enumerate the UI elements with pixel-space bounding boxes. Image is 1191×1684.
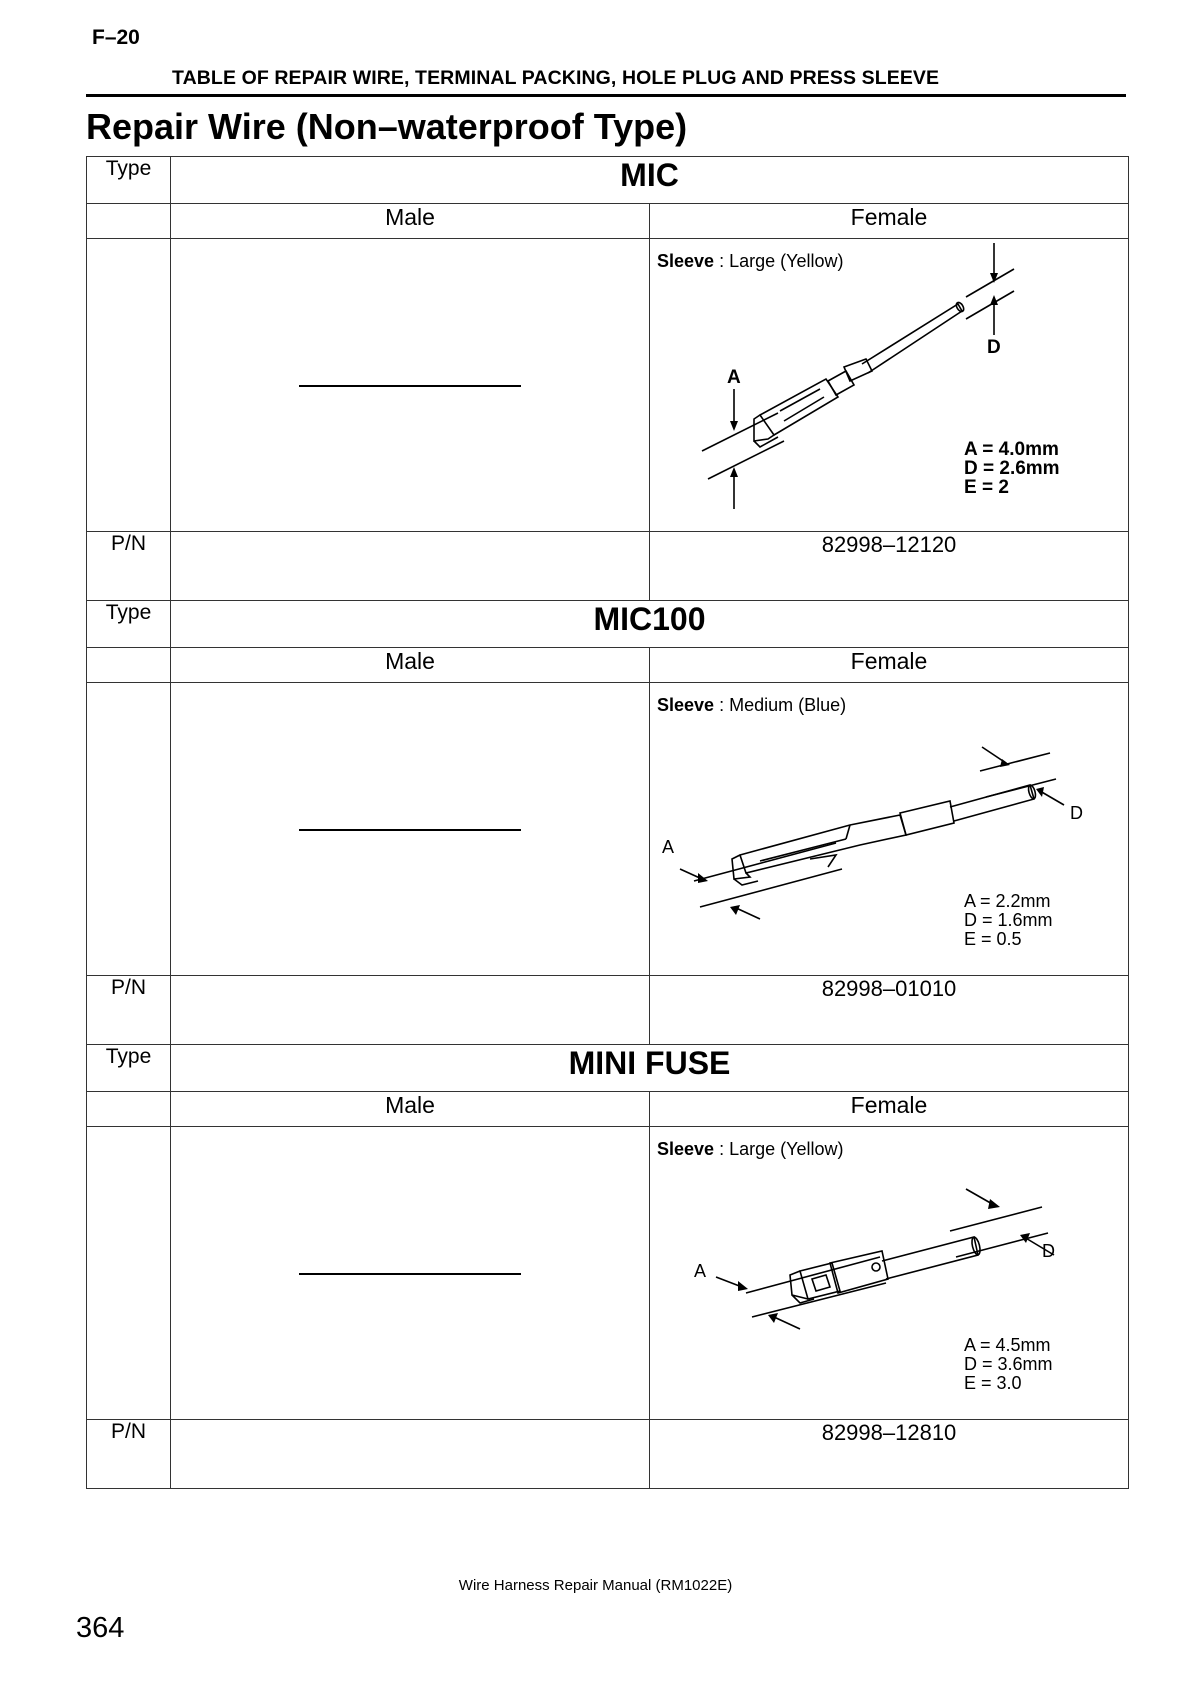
terminal-diagram-mic100 [650, 683, 1129, 975]
male-label: Male [171, 648, 650, 683]
terminal-diagram-mini-fuse [650, 1127, 1129, 1419]
type-label: Type [87, 1045, 171, 1092]
dim-e-value: E = 0.5 [964, 929, 1022, 949]
dim-e-value: E = 2 [964, 477, 1009, 498]
terminal-diagram-mic [650, 239, 1129, 531]
header-row [87, 1092, 1129, 1127]
part-number-mini-fuse: 82998–12810 [650, 1420, 1129, 1489]
header-title: TABLE OF REPAIR WIRE, TERMINAL PACKING, HOLE PLUG AND PRESS SLEEVE [172, 67, 940, 89]
type-row-mic [87, 157, 1129, 204]
female-label: Female [650, 648, 1129, 683]
repair-wire-table [86, 156, 1129, 1489]
not-applicable-line [299, 385, 521, 387]
dim-a-value: A = 4.0mm [964, 439, 1059, 460]
not-applicable-line [299, 829, 521, 831]
page-code: F–20 [92, 26, 140, 49]
sleeve-label: Sleeve [657, 695, 715, 715]
male-cell-mic100 [171, 683, 650, 976]
dim-a-value: A = 2.2mm [964, 891, 1051, 911]
type-name-mini-fuse: MINI FUSE [171, 1045, 1129, 1092]
dim-d-value: D = 2.6mm [964, 458, 1060, 479]
pn-label: P/N [87, 976, 171, 1045]
dim-a-label: A [694, 1261, 707, 1281]
header-rule [86, 94, 1126, 97]
pn-row-mic [87, 532, 1129, 601]
illustration-row-mic [87, 239, 1129, 532]
sleeve-label: Sleeve [657, 251, 715, 271]
dim-a-label: A [727, 367, 741, 388]
type-row-mini-fuse [87, 1045, 1129, 1092]
sleeve-size: : Large (Yellow) [719, 251, 844, 271]
male-cell-mini-fuse [171, 1127, 650, 1420]
dim-d-label: D [1070, 803, 1083, 823]
female-label: Female [650, 1092, 1129, 1127]
sleeve-label: Sleeve [657, 1139, 715, 1159]
not-applicable-line [299, 1273, 521, 1275]
pn-label: P/N [87, 532, 171, 601]
dim-a-label: A [662, 837, 675, 857]
type-label: Type [87, 157, 171, 204]
type-name-mic: MIC [171, 157, 1129, 204]
female-label: Female [650, 204, 1129, 239]
header-row [87, 648, 1129, 683]
header-row [87, 204, 1129, 239]
footer-manual-title: Wire Harness Repair Manual (RM1022E) [458, 1577, 733, 1594]
dim-d-value: D = 3.6mm [964, 1354, 1053, 1374]
pn-label: P/N [87, 1420, 171, 1489]
female-cell-mic100 [650, 683, 1129, 976]
part-number-mic100: 82998–01010 [650, 976, 1129, 1045]
pn-row-mini-fuse [87, 1420, 1129, 1489]
type-label: Type [87, 601, 171, 648]
male-label: Male [171, 204, 650, 239]
male-label: Male [171, 1092, 650, 1127]
illustration-row-mic100 [87, 683, 1129, 976]
type-name-mic100: MIC100 [171, 601, 1129, 648]
sleeve-size: : Medium (Blue) [719, 695, 847, 715]
section-title: Repair Wire (Non–waterproof Type) [86, 106, 688, 147]
part-number-mic: 82998–12120 [650, 532, 1129, 601]
sleeve-size: : Large (Yellow) [719, 1139, 844, 1159]
male-cell-mic [171, 239, 650, 532]
dim-d-label: D [1042, 1241, 1055, 1261]
dim-d-label: D [987, 337, 1001, 358]
illustration-row-mini-fuse [87, 1127, 1129, 1420]
type-row-mic100 [87, 601, 1129, 648]
dim-a-value: A = 4.5mm [964, 1335, 1051, 1355]
dim-d-value: D = 1.6mm [964, 910, 1053, 930]
female-cell-mic [650, 239, 1129, 532]
pn-row-mic100 [87, 976, 1129, 1045]
female-cell-mini-fuse [650, 1127, 1129, 1420]
page-number: 364 [76, 1612, 125, 1644]
dim-e-value: E = 3.0 [964, 1373, 1022, 1393]
